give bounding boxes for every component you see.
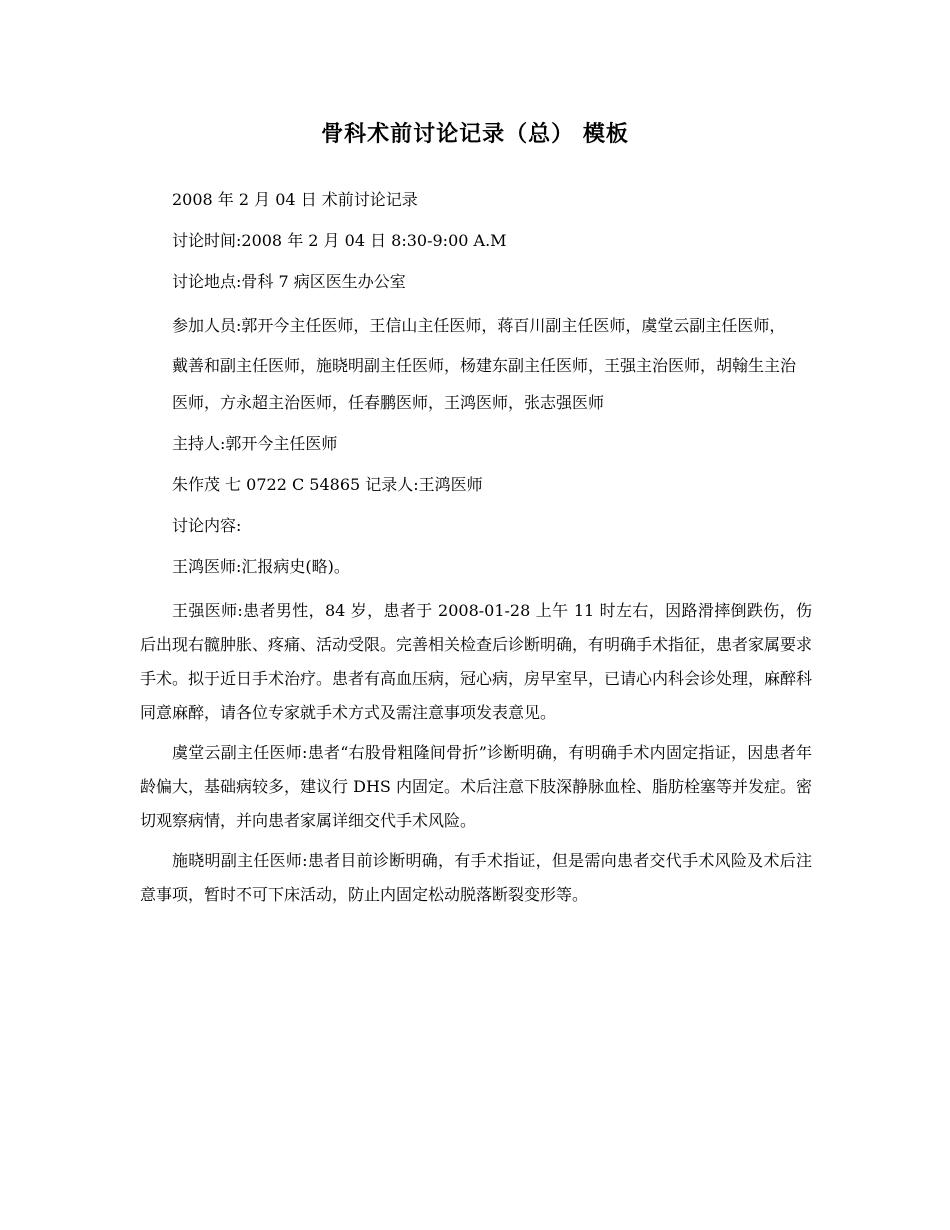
participants-line-1: 参加人员:郭开今主任医师，王信山主任医师，蒋百川副主任医师，虞堂云副主任医师，: [172, 316, 786, 335]
date-line: 2008 年 2 月 04 日 术前讨论记录: [172, 190, 418, 209]
document-title: 骨科术前讨论记录（总） 模板: [321, 121, 629, 147]
recorder-line: 朱作茂 七 0722 C 54865 记录人:王鸿医师: [172, 475, 483, 494]
host-line: 主持人:郭开今主任医师: [172, 434, 338, 453]
participants-line-3: 医师，方永超主治医师，任春鹏医师，王鸿医师，张志强医师: [172, 393, 605, 412]
case-presentation: 王强医师:患者男性，84 岁，患者于 2008-01-28 上午 11 时左右，因路滑摔倒跌伤，伤后出现右髋肿胀、疼痛、活动受限。完善相关检查后诊断明确，有明确手术指征，患者家属要求手术。拟于近日手术治疗。患者有高血压病，冠心病，房早室早，已请心内科会诊处理，麻醉科同意麻醉，请各位专家就手术方式及需注意事项发表意见。: [140, 601, 813, 722]
discussion-content-label: 讨论内容:: [172, 516, 242, 535]
opinion-shi: 施晓明副主任医师:患者目前诊断明确，有手术指证，但是需向患者交代手术风险及术后注意事项，暂时不可下床活动，防止内固定松动脱落断裂变形等。: [140, 851, 812, 904]
participants-line-2: 戴善和副主任医师，施晓明副主任医师，杨建东副主任医师，王强主治医师，胡翰生主治: [172, 356, 797, 375]
opinion-yu: 虞堂云副主任医师:患者“右股骨粗隆间骨折”诊断明确，有明确手术内固定指证，因患者年龄偏大，基础病较多，建议行 DHS 内固定。术后注意下肢深静脉血栓、脂肪栓塞等并发症。密切观察病情，并向患者家属详细交代手术风险。: [140, 743, 812, 830]
history-report: 王鸿医师:汇报病史(略)。: [172, 557, 350, 576]
document-body: [140, 186, 812, 918]
discussion-location: 讨论地点:骨科 7 病区医生办公室: [172, 272, 406, 291]
discussion-time: 讨论时间:2008 年 2 月 04 日 8:30-9:00 A.M: [172, 231, 507, 250]
